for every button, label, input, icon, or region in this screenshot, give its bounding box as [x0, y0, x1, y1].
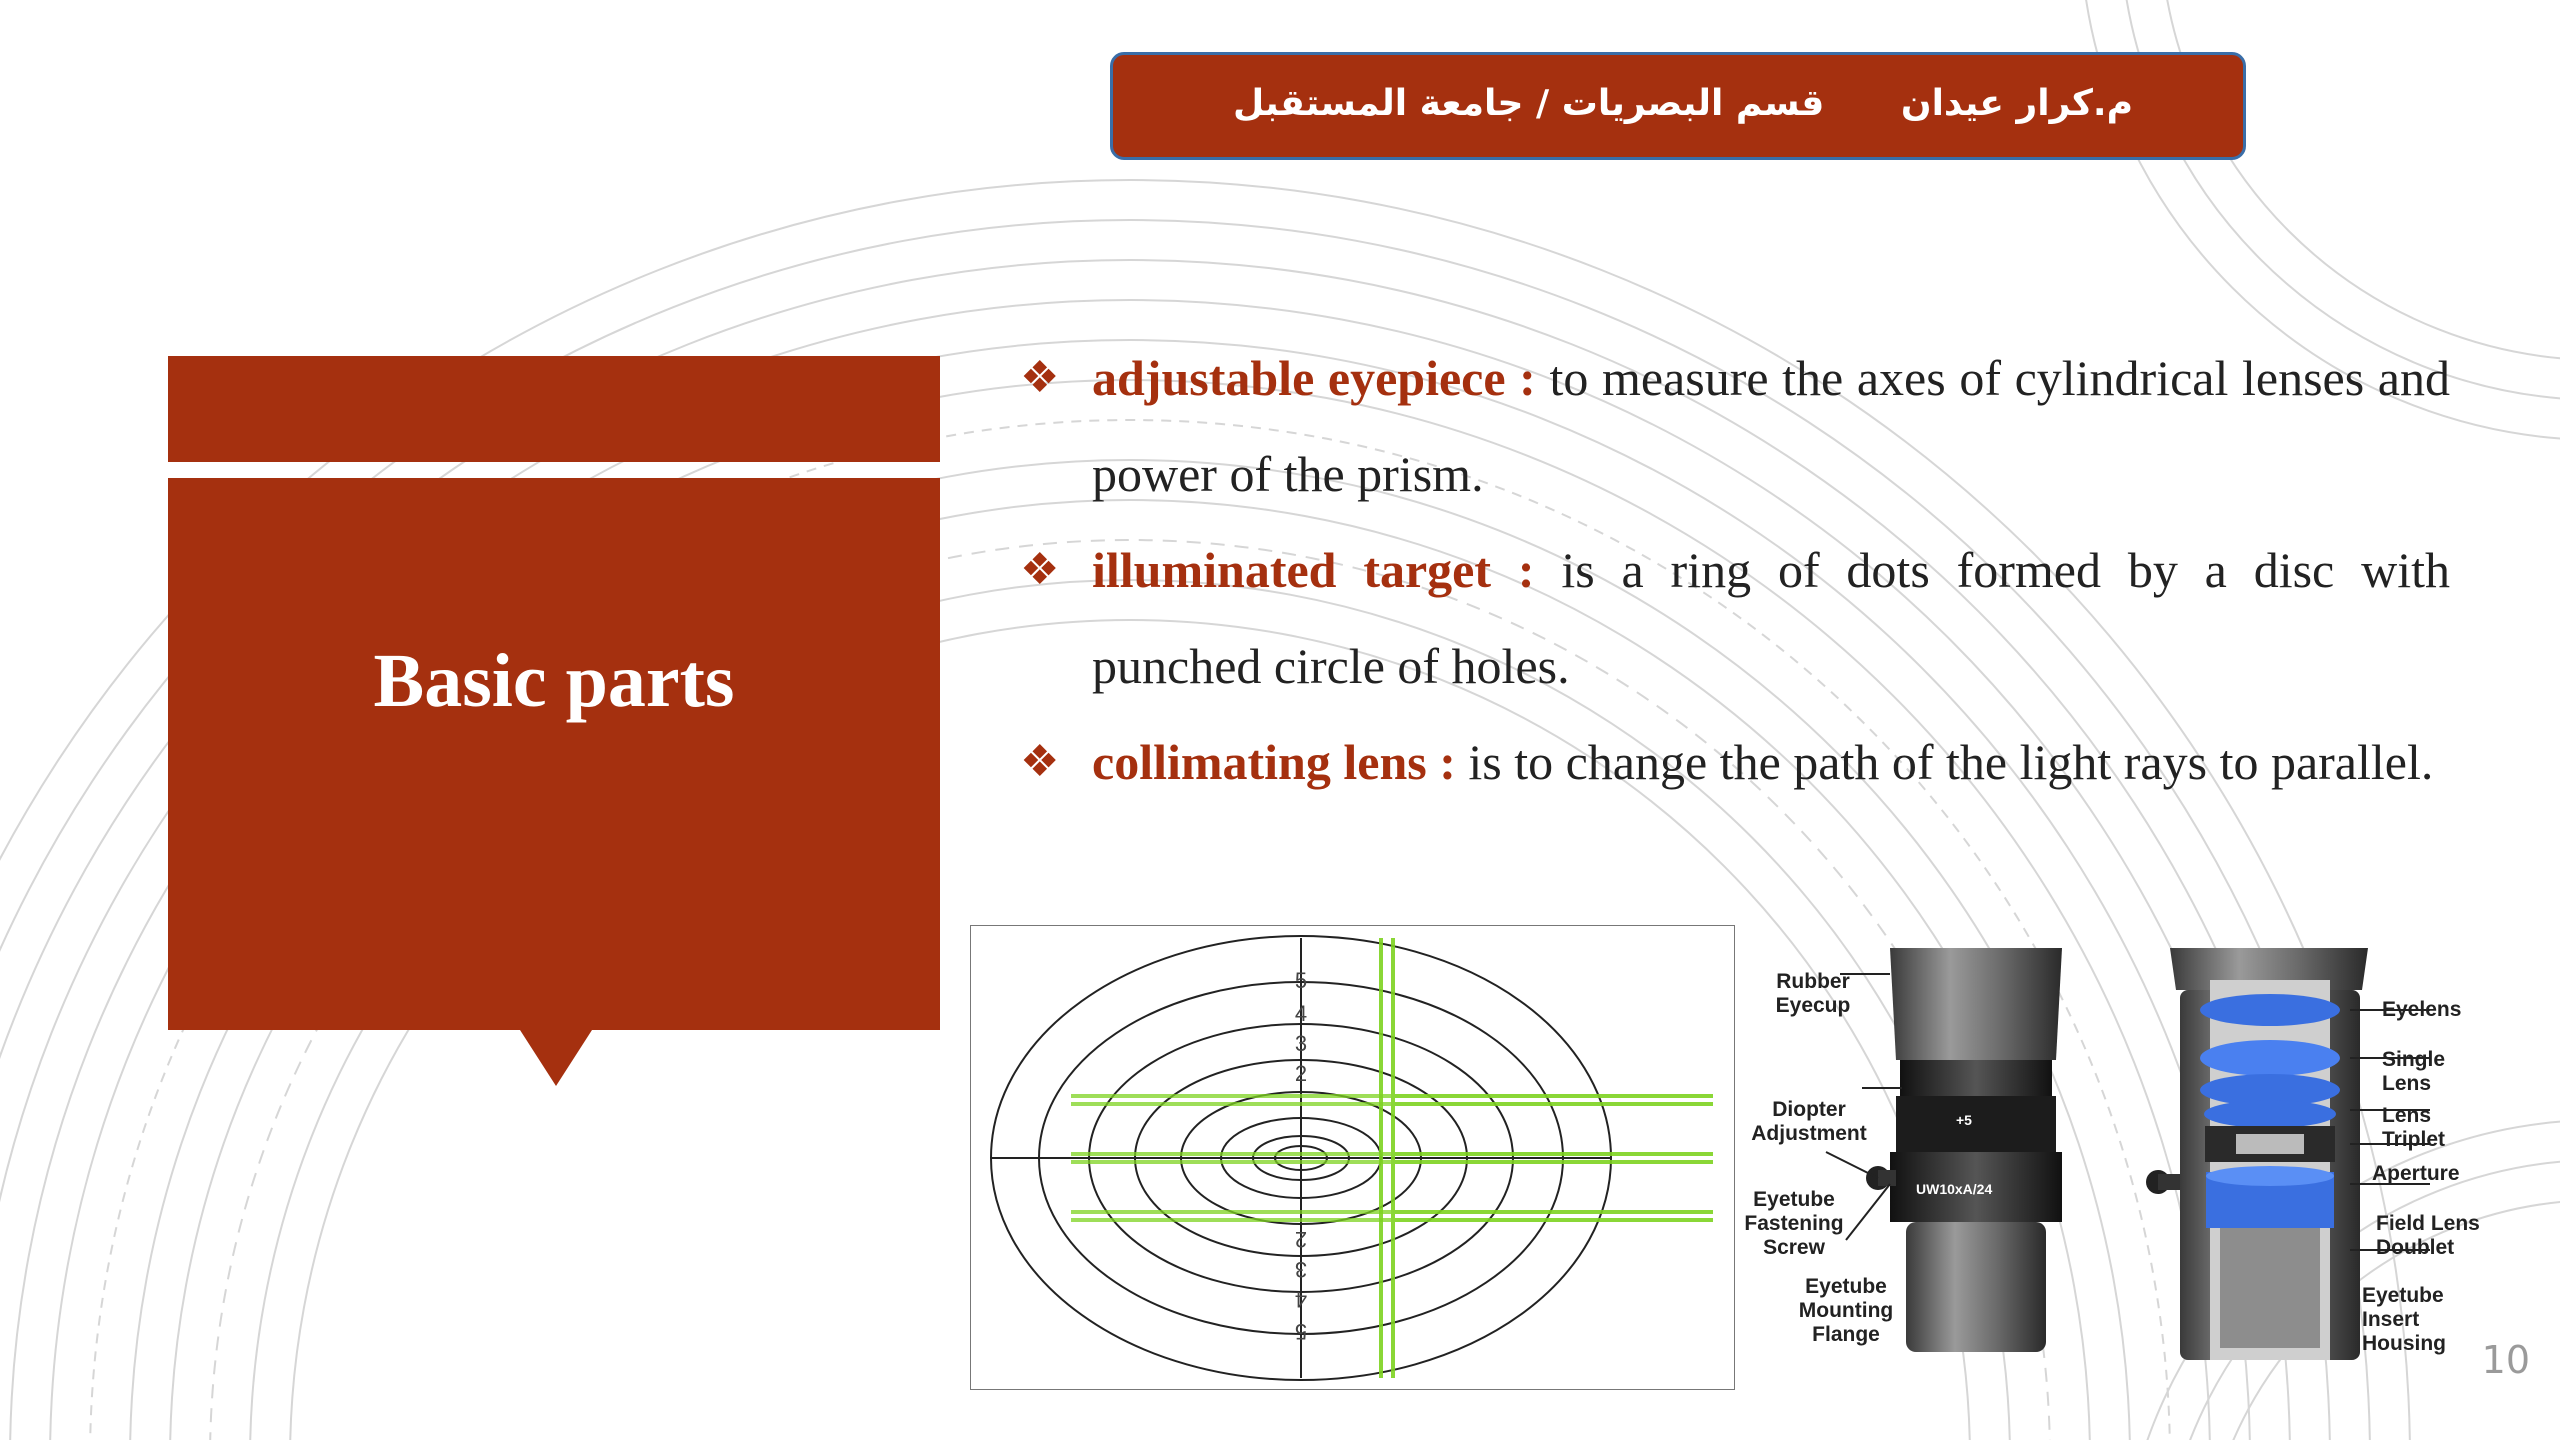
label-field-lens-doublet: Field Lens Doublet [2376, 1212, 2480, 1259]
bullet-item [1020, 714, 2450, 810]
label-eyelens: Eyelens [2382, 998, 2462, 1021]
target-number: 2 [1294, 1061, 1308, 1086]
label-single-lens: Single Lens [2382, 1048, 2446, 1095]
bullet-text: to measure the axes of cylindrical lenses and power of the prism. [1092, 350, 2451, 502]
target-number: 4 [1294, 1287, 1308, 1312]
target-number: 3 [1294, 1031, 1308, 1056]
bullet-text: is a ring of dots formed by a disc with punched circle of holes. [1092, 542, 2450, 694]
target-rings-image [971, 926, 1733, 1388]
bullet-term: collimating lens : [1092, 734, 1456, 790]
target-number: 5 [1294, 968, 1308, 993]
department-label: قسم البصريات / جامعة المستقبل [1233, 83, 1825, 124]
label-lens-triplet: Lens Triplet [2382, 1104, 2446, 1151]
label-fastening-screw: Eyetube Fastening Screw [1744, 1188, 1844, 1259]
bullet-item [1020, 522, 2450, 714]
header-banner [1110, 52, 2246, 160]
page-number: 10 [2481, 1338, 2530, 1382]
title-box [168, 478, 940, 1030]
target-number: 5 [1294, 1319, 1308, 1344]
target-figure [970, 925, 1735, 1390]
slide-title: Basic parts [373, 639, 735, 723]
bullet-term: illuminated target : [1092, 542, 1535, 598]
label-eyetube-insert-housing: Eyetube Insert Housing [2362, 1284, 2446, 1355]
label-mounting-flange: Eyetube Mounting Flange [1798, 1275, 1894, 1346]
lecturer-name: م.كرار عيدان [1900, 83, 2133, 124]
bullet-term: adjustable eyepiece : [1092, 350, 1536, 406]
title-accent-strip [168, 356, 940, 462]
label-rubber-eyecup: Rubber Eyecup [1775, 970, 1851, 1017]
diamond-bullet-icon: ❖ [1020, 737, 1060, 786]
label-aperture: Aperture [2372, 1162, 2460, 1185]
target-number: 3 [1294, 1257, 1308, 1282]
target-number: 2 [1294, 1227, 1308, 1252]
barrel-text: UW10xA/24 [1916, 1181, 1993, 1197]
diamond-bullet-icon: ❖ [1020, 545, 1060, 594]
bullet-list [1020, 330, 2450, 810]
diamond-bullet-icon: ❖ [1020, 353, 1060, 402]
bullet-item [1020, 330, 2450, 522]
target-number: 4 [1294, 1001, 1308, 1026]
diopter-scale: +5 [1956, 1112, 1972, 1128]
title-pointer [520, 1030, 592, 1086]
label-diopter-adjustment: Diopter Adjustment [1751, 1098, 1867, 1145]
eyepiece-figure [1744, 940, 2490, 1370]
bullet-text: is to change the path of the light rays to parallel. [1455, 734, 2434, 790]
